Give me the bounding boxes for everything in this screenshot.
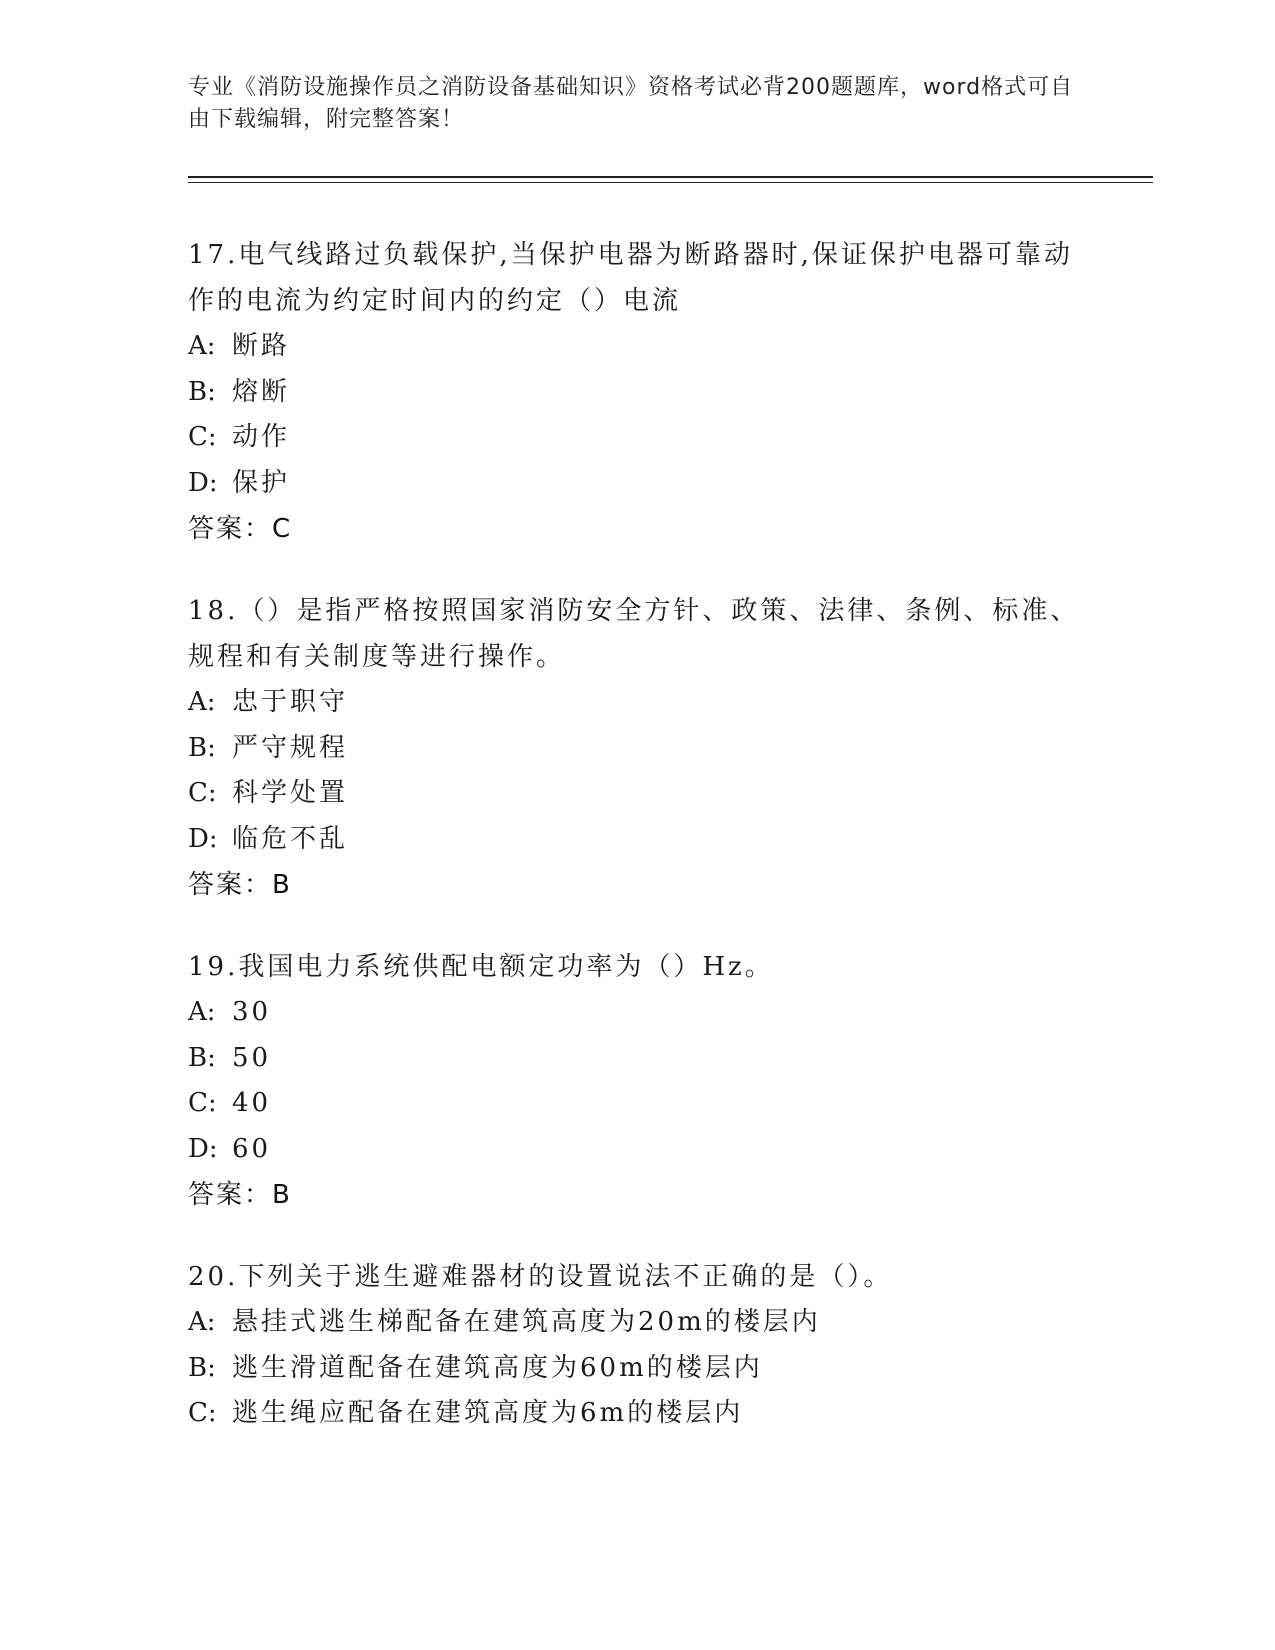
header-rule-thick [188,176,1153,178]
question-17 [188,232,1088,552]
option-key: C: [188,422,217,452]
option-text: 严守规程 [232,732,349,763]
answer-line: 答案：C [188,514,293,544]
option-c [188,771,1088,817]
option-text: 保护 [232,467,291,498]
option-a [188,680,1088,726]
header-rule-thin [188,182,1153,183]
option-b [188,726,1088,772]
question-stem: 17.电气线路过负载保护,当保护电器为断路器时,保证保护电器可靠动作的电流为约定时间内的约定（）电流 [188,240,1073,316]
option-a [188,324,1088,370]
option-c [188,1081,1088,1127]
option-key: D: [188,1133,218,1164]
option-key: D: [188,823,218,854]
option-text: 40 [232,1088,272,1118]
question-list [188,232,1088,1473]
option-text: 忠于职守 [232,687,349,717]
option-text: 科学处置 [232,778,349,808]
option-key: D: [188,467,218,498]
question-stem: 18.（）是指严格按照国家消防安全方针、政策、法律、条例、标准、规程和有关制度等进行操作。 [188,596,1080,672]
option-key: A: [188,1307,216,1337]
option-c [188,415,1088,461]
option-b [188,1036,1088,1082]
option-a [188,990,1088,1036]
question-stem: 19.我国电力系统供配电额定功率为（）Hz。 [188,952,774,982]
option-text: 50 [232,1042,272,1073]
option-key: A: [188,331,216,361]
document-intro: 专业《消防设施操作员之消防设备基础知识》资格考试必背200题题库，word格式可自由下载编辑，附完整答案！ [188,75,1074,132]
option-key: C: [188,1088,217,1118]
option-text: 30 [232,997,272,1027]
option-key: B: [188,1352,216,1383]
option-d [188,817,1088,863]
option-d [188,461,1088,507]
option-text: 逃生绳应配备在建筑高度为6m的楼层内 [232,1398,744,1428]
option-text: 逃生滑道配备在建筑高度为60m的楼层内 [232,1352,763,1383]
option-a [188,1300,1088,1346]
option-c [188,1391,1088,1437]
option-text: 60 [232,1133,272,1164]
option-text: 悬挂式逃生梯配备在建筑高度为20m的楼层内 [232,1307,821,1337]
option-key: B: [188,376,216,407]
answer-line: 答案：B [188,1180,292,1210]
option-key: A: [188,687,216,717]
option-text: 断路 [232,331,291,361]
option-key: B: [188,732,216,763]
option-d [188,1127,1088,1173]
option-text: 动作 [232,422,291,452]
question-stem: 20.下列关于逃生避难器材的设置说法不正确的是（）。 [188,1262,893,1292]
option-key: B: [188,1042,216,1073]
answer-line: 答案：B [188,870,292,900]
option-text: 熔断 [232,376,291,407]
option-b [188,1346,1088,1392]
option-key: C: [188,1398,217,1428]
question-19 [188,944,1088,1218]
option-b [188,370,1088,416]
option-key: A: [188,997,216,1027]
option-key: C: [188,778,217,808]
option-text: 临危不乱 [232,823,349,854]
question-20 [188,1254,1088,1437]
question-18 [188,588,1088,908]
